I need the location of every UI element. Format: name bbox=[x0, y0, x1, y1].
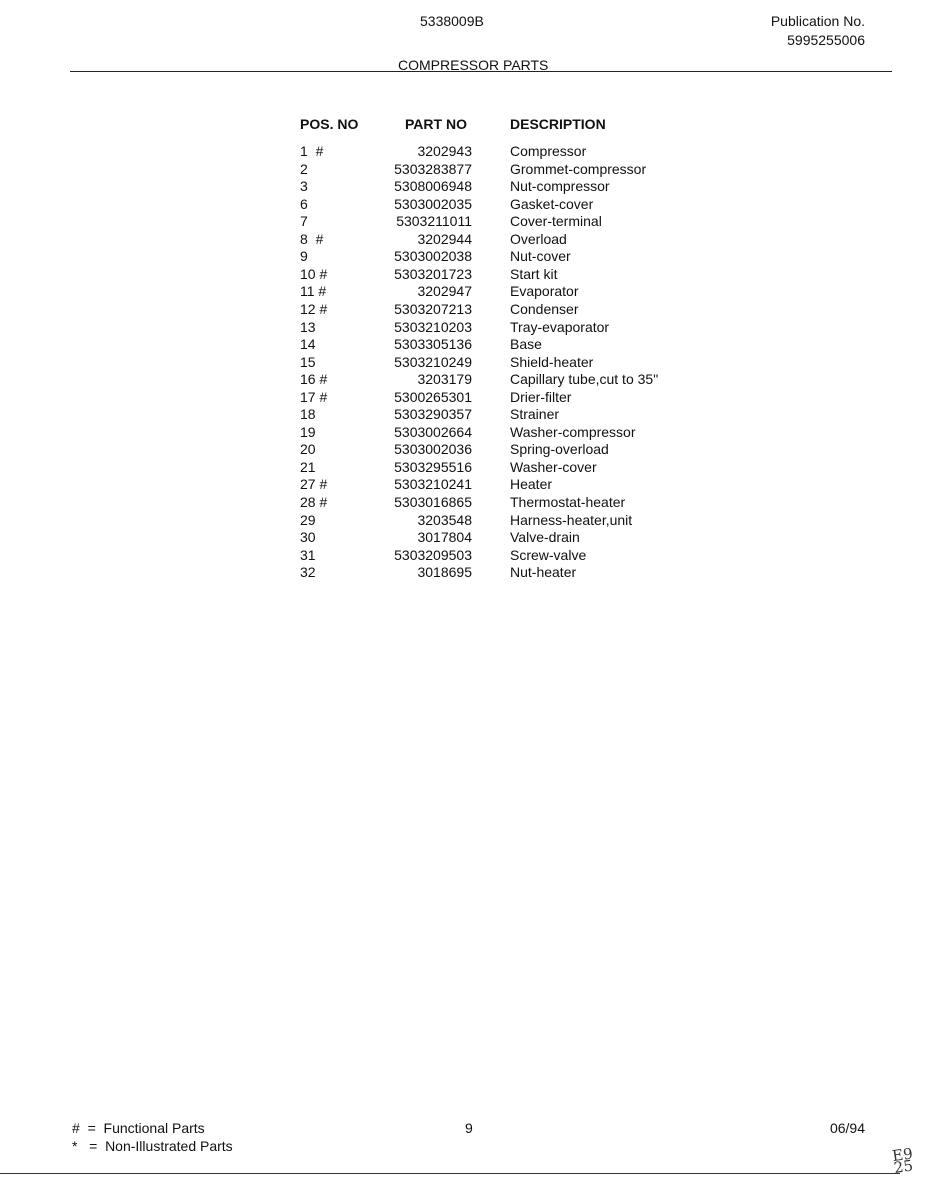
pos-cell: 20 bbox=[300, 441, 316, 458]
part-number-cell: 3203179 bbox=[417, 371, 472, 388]
pos-cell: 19 bbox=[300, 423, 316, 440]
table-row bbox=[300, 512, 700, 530]
description-cell: Compressor bbox=[510, 143, 587, 159]
pos-cell: 32 bbox=[300, 564, 316, 581]
description-cell: Cover-terminal bbox=[510, 213, 602, 230]
pos-cell: 17 # bbox=[300, 388, 328, 405]
table-row bbox=[300, 389, 700, 407]
part-number-cell: 5303016865 bbox=[394, 494, 472, 510]
table-row bbox=[300, 213, 700, 231]
pos-cell: 9 bbox=[300, 248, 308, 265]
footer-divider bbox=[0, 1173, 900, 1174]
description-cell: Shield-heater bbox=[510, 353, 594, 370]
description-cell: Thermostat-heater bbox=[510, 494, 626, 510]
legend-non-illustrated: * = Non-Illustrated Parts bbox=[72, 1138, 233, 1154]
pos-cell: 7 bbox=[300, 213, 308, 230]
part-number-cell: 5303283877 bbox=[394, 160, 472, 177]
description-cell: Nut-compressor bbox=[510, 178, 610, 195]
part-number-cell: 5303290357 bbox=[394, 406, 472, 423]
part-number-cell: 3017804 bbox=[417, 529, 472, 546]
pos-cell: 31 bbox=[300, 546, 316, 563]
table-row bbox=[300, 441, 700, 459]
publication-number: 5995255006 bbox=[787, 32, 865, 48]
description-cell: Tray-evaporator bbox=[510, 318, 610, 335]
description-cell: Nut-heater bbox=[510, 564, 577, 581]
description-cell: Grommet-compressor bbox=[510, 160, 647, 177]
model-number: 5338009B bbox=[420, 13, 484, 29]
part-number-cell: 3202943 bbox=[417, 143, 472, 159]
description-cell: Washer-cover bbox=[510, 458, 597, 475]
description-cell: Overload bbox=[510, 230, 567, 247]
table-row bbox=[300, 564, 700, 582]
table-row bbox=[300, 266, 700, 284]
pos-cell: 6 bbox=[300, 195, 308, 212]
table-row bbox=[300, 319, 700, 337]
pos-cell: 3 bbox=[300, 178, 308, 195]
page-number: 9 bbox=[465, 1120, 473, 1136]
pos-cell: 13 bbox=[300, 318, 316, 335]
description-cell: Washer-compressor bbox=[510, 423, 636, 440]
pos-cell: 8 # bbox=[300, 230, 324, 247]
description-cell: Condenser bbox=[510, 300, 579, 317]
column-header-pos: POS. NO bbox=[300, 116, 359, 132]
part-number-cell: 5303211011 bbox=[396, 213, 472, 230]
part-number-cell: 5303002036 bbox=[394, 441, 472, 458]
pos-cell: 21 bbox=[300, 458, 316, 475]
section-title: COMPRESSOR PARTS bbox=[398, 57, 549, 73]
pos-cell: 1 # bbox=[300, 143, 324, 159]
part-number-cell: 3018695 bbox=[417, 564, 472, 581]
description-cell: Start kit bbox=[510, 265, 558, 282]
column-header-description: DESCRIPTION bbox=[510, 116, 606, 132]
description-cell: Drier-filter bbox=[510, 388, 572, 405]
part-number-cell: 5303210203 bbox=[394, 318, 472, 335]
description-cell: Nut-cover bbox=[510, 248, 571, 265]
date: 06/94 bbox=[829, 1120, 865, 1136]
pos-cell: 30 bbox=[300, 529, 316, 546]
pos-cell: 11 # bbox=[300, 283, 327, 300]
description-cell: Strainer bbox=[510, 406, 560, 423]
pos-cell: 29 bbox=[300, 511, 316, 528]
table-row bbox=[300, 143, 700, 161]
pos-cell: 12 # bbox=[300, 300, 328, 317]
table-row bbox=[300, 459, 700, 477]
description-cell: Base bbox=[510, 336, 542, 353]
description-cell: Valve-drain bbox=[510, 529, 580, 546]
pos-cell: 27 # bbox=[300, 476, 328, 493]
handwritten-note: E9 25 bbox=[891, 1144, 915, 1177]
table-row bbox=[300, 178, 700, 196]
table-row bbox=[300, 529, 700, 547]
part-number-cell: 5303002038 bbox=[394, 248, 472, 265]
table-row bbox=[300, 476, 700, 494]
table-row bbox=[300, 336, 700, 354]
table-row bbox=[300, 196, 700, 214]
table-row bbox=[300, 283, 700, 301]
pos-cell: 14 bbox=[300, 336, 316, 353]
description-cell: Heater bbox=[510, 476, 553, 493]
pos-cell: 2 bbox=[300, 160, 308, 177]
part-number-cell: 5300265301 bbox=[394, 388, 472, 405]
table-row bbox=[300, 547, 700, 565]
description-cell: Capillary tube,cut to 35" bbox=[510, 371, 659, 388]
part-number-cell: 3202947 bbox=[417, 283, 472, 300]
part-number-cell: 5303295516 bbox=[394, 458, 472, 475]
part-number-cell: 5303002664 bbox=[394, 423, 472, 440]
part-number-cell: 5303210241 bbox=[394, 476, 472, 493]
part-number-cell: 5303002035 bbox=[394, 195, 472, 212]
part-number-cell: 5303305136 bbox=[394, 336, 472, 353]
pos-cell: 28 # bbox=[300, 494, 328, 510]
part-number-cell: 5303201723 bbox=[394, 265, 472, 282]
table-row bbox=[300, 424, 700, 442]
table-row bbox=[300, 248, 700, 266]
part-number-cell: 3202944 bbox=[417, 230, 472, 247]
part-number-cell: 5308006948 bbox=[394, 178, 472, 195]
header-divider bbox=[70, 71, 892, 72]
part-number-cell: 5303210249 bbox=[394, 353, 472, 370]
description-cell: Gasket-cover bbox=[510, 195, 594, 212]
description-cell: Evaporator bbox=[510, 283, 579, 300]
pos-cell: 10 # bbox=[300, 265, 328, 282]
table-row bbox=[300, 406, 700, 424]
table-row bbox=[300, 301, 700, 319]
table-row bbox=[300, 494, 700, 512]
description-cell: Screw-valve bbox=[510, 546, 587, 563]
column-header-part: PART NO bbox=[405, 116, 467, 132]
part-number-cell: 3203548 bbox=[417, 511, 472, 528]
description-cell: Spring-overload bbox=[510, 441, 609, 458]
legend-functional: # = Functional Parts bbox=[72, 1120, 205, 1136]
pos-cell: 15 bbox=[300, 353, 316, 370]
pos-cell: 16 # bbox=[300, 371, 328, 388]
description-cell: Harness-heater,unit bbox=[510, 511, 633, 528]
table-row bbox=[300, 231, 700, 249]
table-row bbox=[300, 371, 700, 389]
table-row bbox=[300, 354, 700, 372]
table-row bbox=[300, 161, 700, 179]
part-number-cell: 5303207213 bbox=[394, 300, 472, 317]
pos-cell: 18 bbox=[300, 406, 316, 423]
publication-label: Publication No. bbox=[770, 13, 865, 29]
part-number-cell: 5303209503 bbox=[394, 546, 472, 563]
publication-block bbox=[771, 12, 865, 50]
